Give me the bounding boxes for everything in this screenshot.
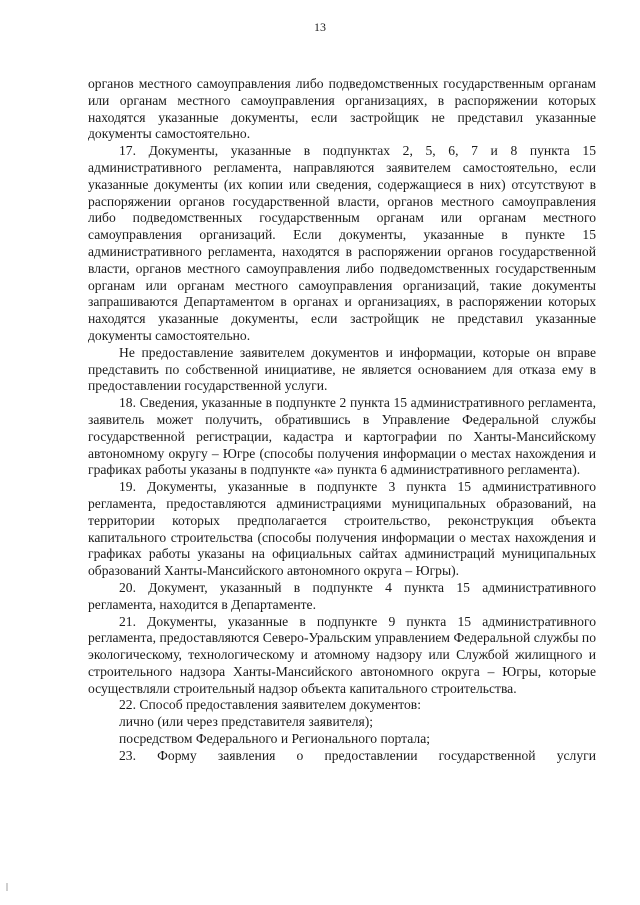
paragraph-22-option-in-person: лично (или через представителя заявителя);: [119, 714, 374, 730]
paragraph-22-option-portal: посредством Федерального и Регионального портала;: [119, 731, 431, 747]
paragraph-17: 17. Документы, указанные в подпунктах 2, 5, 6, 7 и 8 пункта 15 административного регламента, направляются заявителем самостоятельно, если указанные документы (их копии или сведения, содержащиеся в них) отсутствуют в распоряжении органов государственной власти, органов местного самоуправления либо подведомственных государственным органам или органам местного самоуправления организаций. Если документы, указанные в пункте 15 административного регламента, находятся в распоряжении органов государственной власти, органов местного самоуправления либо подведомственных государственным органам или органам местного самоуправления организаций, такие документы запрашиваются Департаментом в органах и организациях, в распоряжении которых находятся указанные документы, если застройщик не представил указанные документы самостоятельно.: [88, 143, 596, 343]
paragraph-20: 20. Документ, указанный в подпункте 4 пункта 15 административного регламента, находится в Департаменте.: [88, 579, 596, 612]
paragraph-continuation: органов местного самоуправления либо подведомственных государственным органам или органам местного самоуправления организациях, в распоряжении которых находятся указанные документы, если застройщик не представил указанные документы самостоятельно.: [88, 76, 596, 142]
paragraph-17-note: Не предоставление заявителем документов и информации, которые он вправе представить по собственной инициативе, не является основанием для отказа ему в предоставлении государственной услуги.: [88, 344, 596, 394]
paragraph-21: 21. Документы, указанные в подпункте 9 пункта 15 административного регламента, предоставляются Северо-Уральским управлением Федеральной службы по экологическому, технологическому и атомному надзору или Службой жилищного и строительного надзора Ханты-Мансийского автономного округа – Югры, которые осуществляли строительный надзор объекта капитального строительства.: [88, 613, 596, 696]
scan-artifact: [6, 883, 8, 891]
page-number: 13: [314, 20, 326, 34]
document-body: [88, 76, 596, 765]
paragraph-19: 19. Документы, указанные в подпункте 3 пункта 15 административного регламента, предоставляются администрациями муниципальных образований, на территории которых предполагается строительство, реконструкция объекта капитального строительства (способы получения информации о местах нахождения и графиках работы указаны на официальных сайтах администраций муниципальных образований Ханты-Мансийского автономного округа – Югры).: [88, 479, 596, 579]
paragraph-23: 23. Форму заявления о предоставлении государственной услуги: [119, 747, 596, 763]
paragraph-22: 22. Способ предоставления заявителем документов:: [119, 697, 421, 713]
paragraph-18: 18. Сведения, указанные в подпункте 2 пункта 15 административного регламента, заявитель может получить, обратившись в Управление Федеральной службы государственной регистрации, кадастра и картографии по Ханты-Мансийскому автономному округу – Югре (способы получения информации о местах нахождения и графиках работы указаны в подпункте «а» пункта 6 административного регламента).: [88, 395, 596, 478]
